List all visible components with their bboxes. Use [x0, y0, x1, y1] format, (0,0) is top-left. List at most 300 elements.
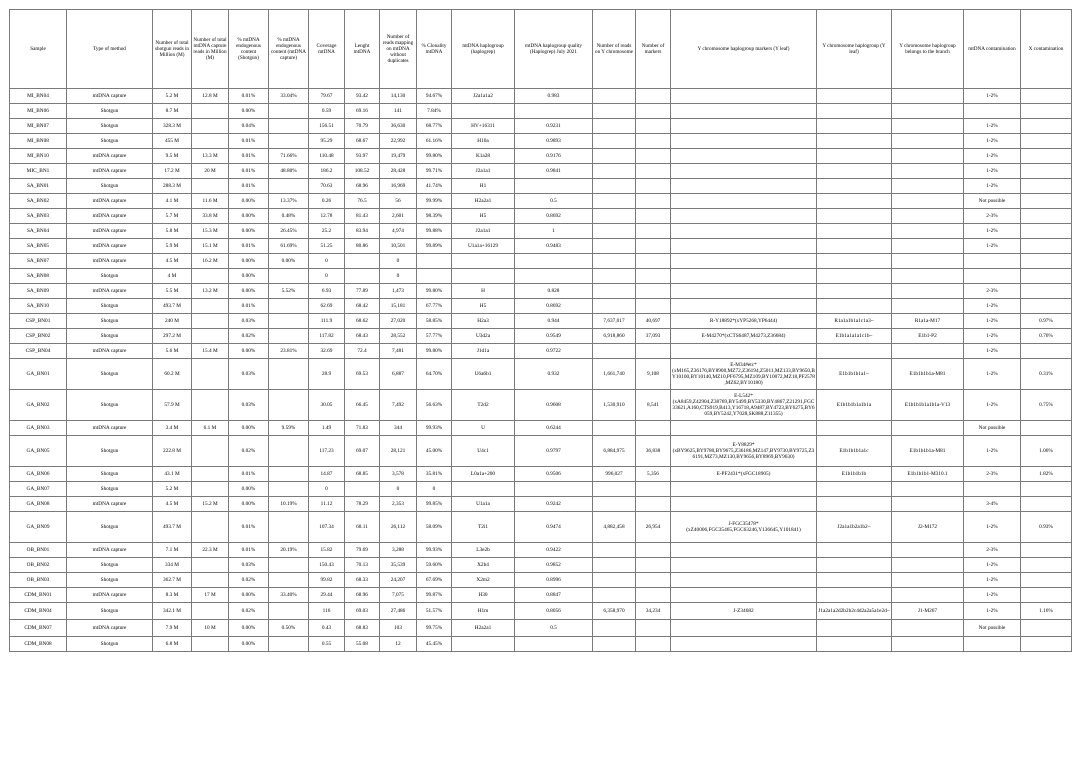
table-cell [817, 209, 892, 224]
table-cell: 1-2% [964, 390, 1021, 421]
table-cell [269, 314, 309, 329]
table-cell: 1-2% [964, 299, 1021, 314]
table-cell: 68.96 [345, 179, 380, 194]
column-header: Y chromosome haplogroup belongs to the branch [892, 10, 964, 89]
table-cell: 1-2% [964, 573, 1021, 588]
table-cell: 5,356 [636, 467, 671, 482]
table-cell [636, 299, 671, 314]
table-cell: GA_BN06 [10, 467, 67, 482]
table-cell [671, 482, 817, 497]
table-cell: 7.84% [417, 104, 452, 119]
table-cell [817, 284, 892, 299]
table-cell: 68.67 [345, 134, 380, 149]
table-cell [636, 104, 671, 119]
table-cell: Shotgun [67, 467, 153, 482]
table-cell: 13.2 M [192, 284, 229, 299]
table-cell: 61.16% [417, 134, 452, 149]
table-cell [671, 239, 817, 254]
table-cell: 33.04% [269, 89, 309, 104]
table-cell [192, 104, 229, 119]
table-cell [892, 269, 964, 284]
table-cell: 5.8 M [153, 224, 192, 239]
table-cell: mtDNA capture [67, 344, 153, 359]
table-row [10, 467, 1072, 482]
table-cell: E-PF2431*(xFGC18905) [671, 467, 817, 482]
table-cell [1021, 224, 1072, 239]
table-cell [817, 239, 892, 254]
table-cell: 0.02% [229, 436, 269, 467]
table-cell [593, 269, 636, 284]
table-cell: 2,601 [380, 209, 417, 224]
table-cell [636, 239, 671, 254]
table-cell: GA_BN03 [10, 421, 67, 436]
table-cell: 57.9 M [153, 390, 192, 421]
table-cell: H5 [452, 299, 515, 314]
table-cell [671, 558, 817, 573]
table-cell: 0.00% [229, 497, 269, 512]
table-cell [636, 224, 671, 239]
table-cell: SA_BN02 [10, 194, 67, 209]
table-cell [1021, 254, 1072, 269]
table-cell [636, 179, 671, 194]
table-cell [515, 104, 593, 119]
table-row [10, 269, 1072, 284]
table-cell [593, 421, 636, 436]
table-cell: U [452, 421, 515, 436]
table-cell: 10,501 [380, 239, 417, 254]
table-cell: 28,552 [380, 329, 417, 344]
table-cell: 14.87 [309, 467, 345, 482]
table-cell: E1b1b1b1a1c [817, 436, 892, 467]
table-cell: 1-2% [964, 558, 1021, 573]
table-cell: 0.9242 [515, 497, 593, 512]
table-cell: 7,481 [380, 344, 417, 359]
table-cell: 27,020 [380, 314, 417, 329]
table-cell [1021, 421, 1072, 436]
table-cell: 2,353 [380, 497, 417, 512]
table-cell [192, 512, 229, 543]
table-cell: 0.9231 [515, 119, 593, 134]
table-cell [1021, 104, 1072, 119]
table-cell [817, 89, 892, 104]
table-cell [452, 104, 515, 119]
table-cell [892, 299, 964, 314]
table-cell [671, 620, 817, 637]
column-header: Sample [10, 10, 67, 89]
table-cell: SA_BN01 [10, 179, 67, 194]
table-cell: 0.00% [229, 209, 269, 224]
table-cell [515, 269, 593, 284]
table-cell: J1a2a1a2d2b2b2c4d2a2a5a1e2d~ [817, 603, 892, 620]
table-cell [1021, 209, 1072, 224]
table-cell: 0.01% [229, 89, 269, 104]
table-cell: 66.45 [345, 390, 380, 421]
table-cell: 99.80% [417, 149, 452, 164]
table-row [10, 194, 1072, 209]
table-cell [269, 390, 309, 421]
table-cell: 67.69% [417, 573, 452, 588]
table-row [10, 284, 1072, 299]
column-header: % mtDNA endogenous content (Shotgun) [229, 10, 269, 89]
table-cell: E-M4270*(xCTS6487,M4273,Z36684) [671, 329, 817, 344]
table-cell: CDM_BN08 [10, 637, 67, 652]
table-cell: 99.89% [417, 239, 452, 254]
column-header: Type of method [67, 10, 153, 89]
table-cell: 6.1 M [192, 421, 229, 436]
table-cell: H1 [452, 179, 515, 194]
table-row [10, 421, 1072, 436]
table-cell [671, 588, 817, 603]
table-cell: 455 M [153, 134, 192, 149]
table-cell: 0 [309, 254, 345, 269]
table-cell: J1-M267 [892, 603, 964, 620]
table-cell [817, 164, 892, 179]
table-cell: Shotgun [67, 269, 153, 284]
table-cell: 0.02% [229, 603, 269, 620]
table-cell [192, 314, 229, 329]
table-cell: 1.49 [309, 421, 345, 436]
table-cell: MI_BN07 [10, 119, 67, 134]
table-cell: L0a1a+200 [452, 467, 515, 482]
table-cell: 8.7 M [153, 104, 192, 119]
table-cell [636, 588, 671, 603]
table-cell: 57.77% [417, 329, 452, 344]
table-cell [192, 269, 229, 284]
table-cell: 10 M [192, 620, 229, 637]
table-cell [1021, 637, 1072, 652]
table-cell: E-Y8829*(xBY9625,BY9780,BY9675,Z36186,MZ147,BY9730,BY9725,Z36191,MZ73,MZ130,BY9656,BY8969,BY9630) [671, 436, 817, 467]
table-cell [671, 254, 817, 269]
table-cell: E1b1b1b1a-M81 [892, 359, 964, 390]
table-row [10, 359, 1072, 390]
table-cell: 996,027 [593, 467, 636, 482]
table-cell [964, 104, 1021, 119]
table-cell: 0.8692 [515, 299, 593, 314]
table-cell: CSP_BN02 [10, 329, 67, 344]
table-cell: 342.1 M [153, 603, 192, 620]
table-cell: L3e2b [452, 543, 515, 558]
table-cell: 35.81% [417, 467, 452, 482]
table-cell: 2-3% [964, 543, 1021, 558]
table-cell: 9.59% [269, 421, 309, 436]
column-header: Number of reads on Y chromosome [593, 10, 636, 89]
table-cell: 1-2% [964, 149, 1021, 164]
table-cell [593, 89, 636, 104]
table-cell: 70.79 [345, 119, 380, 134]
table-cell: 40,697 [636, 314, 671, 329]
table-cell: 4,974 [380, 224, 417, 239]
table-cell: 0.9422 [515, 543, 593, 558]
table-cell: 1-2% [964, 179, 1021, 194]
table-row [10, 149, 1072, 164]
table-cell: 36,630 [380, 119, 417, 134]
table-cell: 108.52 [345, 164, 380, 179]
table-cell: 62.69 [309, 299, 345, 314]
table-cell [671, 299, 817, 314]
column-header: Number of markers [636, 10, 671, 89]
table-cell: 0 [380, 482, 417, 497]
table-cell [593, 104, 636, 119]
table-cell [817, 119, 892, 134]
table-cell: Shotgun [67, 119, 153, 134]
table-cell [817, 269, 892, 284]
table-cell: 77.89 [345, 284, 380, 299]
table-cell: H2a2a1 [452, 194, 515, 209]
table-cell: 0.9852 [515, 558, 593, 573]
table-cell [192, 436, 229, 467]
table-cell: 8.3 M [153, 588, 192, 603]
table-cell [417, 254, 452, 269]
table-cell: 9,108 [636, 359, 671, 390]
table-row [10, 104, 1072, 119]
table-cell: 0.59 [309, 104, 345, 119]
table-cell: Shotgun [67, 390, 153, 421]
table-cell: Shotgun [67, 104, 153, 119]
table-cell [1021, 179, 1072, 194]
table-cell: 1-2% [964, 89, 1021, 104]
table-cell: H5 [452, 209, 515, 224]
table-cell: 0.00% [229, 254, 269, 269]
table-cell [817, 588, 892, 603]
table-cell: 0 [380, 269, 417, 284]
table-cell: 6,918,860 [593, 329, 636, 344]
table-row [10, 89, 1072, 104]
table-cell: 1.06% [1021, 436, 1072, 467]
table-cell [892, 497, 964, 512]
table-cell: mtDNA capture [67, 209, 153, 224]
table-cell: SA_BN09 [10, 284, 67, 299]
table-cell: 5.2 M [153, 482, 192, 497]
table-cell: 0.01% [229, 299, 269, 314]
table-cell: E1b1b1b1a1~ [817, 359, 892, 390]
table-cell: 30.05 [309, 390, 345, 421]
table-cell: 27,486 [380, 603, 417, 620]
table-cell: 1-2% [964, 588, 1021, 603]
table-cell [269, 269, 309, 284]
column-header: X contamination [1021, 10, 1072, 89]
table-cell: 297.2 M [153, 329, 192, 344]
table-cell [345, 269, 380, 284]
table-cell: SA_BN04 [10, 224, 67, 239]
table-cell [892, 164, 964, 179]
table-cell: 26,954 [636, 512, 671, 543]
table-cell: 5.7 M [153, 209, 192, 224]
table-cell: E-M34#etc*(xM165,Z36176,BY8900,MZ72,Z36194,Z5011,MZ133,BY9650,BY10100,BY10140,MZ10,PF6795,MZ109,BY10072,MZ18,PF2578,MZ62,BY10180) [671, 359, 817, 390]
table-cell: E1b1b1b1a-M81 [892, 436, 964, 467]
table-cell [892, 588, 964, 603]
table-cell: mtDNA capture [67, 620, 153, 637]
table-cell: GA_BN05 [10, 436, 67, 467]
table-cell: 15.4 M [192, 344, 229, 359]
table-cell: Shotgun [67, 329, 153, 344]
table-cell: 2-3% [964, 467, 1021, 482]
table-row [10, 497, 1072, 512]
table-cell: 68.85 [345, 467, 380, 482]
table-cell [593, 284, 636, 299]
table-cell: 0.8996 [515, 573, 593, 588]
table-cell [817, 299, 892, 314]
table-cell [593, 588, 636, 603]
table-cell [515, 637, 593, 652]
table-cell: 79.69 [345, 543, 380, 558]
table-cell: 33.8 M [192, 209, 229, 224]
table-cell [671, 497, 817, 512]
table-cell: GA_BN07 [10, 482, 67, 497]
table-cell: 3.4 M [153, 421, 192, 436]
table-cell: 0 [309, 269, 345, 284]
table-cell: 56.63% [417, 390, 452, 421]
table-cell: SA_BN08 [10, 269, 67, 284]
column-header: mtDNA haplogroup (haplogrep) [452, 10, 515, 89]
table-cell: 33.40% [269, 588, 309, 603]
table-cell: 0 [417, 482, 452, 497]
table-cell: Shotgun [67, 134, 153, 149]
table-cell: 7.9 M [153, 620, 192, 637]
table-cell [671, 179, 817, 194]
table-cell [593, 543, 636, 558]
table-cell: MI_BN08 [10, 134, 67, 149]
table-cell: MI_BN06 [10, 104, 67, 119]
table-cell: 5.5 M [153, 284, 192, 299]
table-cell [964, 637, 1021, 652]
table-cell [593, 497, 636, 512]
table-cell: 2-3% [964, 284, 1021, 299]
table-row [10, 224, 1072, 239]
table-cell: 28.9 [309, 359, 345, 390]
table-cell [1021, 558, 1072, 573]
table-cell: MIC_BN1 [10, 164, 67, 179]
table-cell: mtDNA capture [67, 89, 153, 104]
table-cell: 1-2% [964, 603, 1021, 620]
table-cell [636, 421, 671, 436]
table-cell: 0.5 [515, 620, 593, 637]
table-cell: 0.9176 [515, 149, 593, 164]
table-cell: Not possible [964, 421, 1021, 436]
table-cell: H [452, 284, 515, 299]
table-cell: 19,479 [380, 149, 417, 164]
table-cell: Shotgun [67, 558, 153, 573]
table-cell: 22.3 M [192, 543, 229, 558]
table-cell: 99.87% [417, 588, 452, 603]
table-cell: 61.69% [269, 239, 309, 254]
table-cell [593, 620, 636, 637]
table-cell: 4 M [153, 269, 192, 284]
table-cell [892, 620, 964, 637]
table-cell [593, 134, 636, 149]
table-cell: 117.23 [309, 436, 345, 467]
table-cell: 71.83 [345, 421, 380, 436]
table-cell: 16,969 [380, 179, 417, 194]
table-cell [636, 637, 671, 652]
table-cell: 0.03% [229, 314, 269, 329]
column-header: % mtDNA endogenous content (mtDNA capture) [269, 10, 309, 89]
table-cell [593, 558, 636, 573]
table-cell [964, 254, 1021, 269]
table-cell: 12 [380, 637, 417, 652]
table-cell: 0.01% [229, 149, 269, 164]
table-cell: 51.25 [309, 239, 345, 254]
table-cell: Shotgun [67, 179, 153, 194]
table-cell: 28,121 [380, 436, 417, 467]
table-cell: E1b1b1b1-M310.1 [892, 467, 964, 482]
table-cell [192, 299, 229, 314]
table-cell [269, 134, 309, 149]
table-cell [671, 194, 817, 209]
table-cell [817, 149, 892, 164]
table-cell: 0.76% [1021, 329, 1072, 344]
table-cell [345, 254, 380, 269]
table-cell [817, 482, 892, 497]
table-cell: 83.94 [345, 224, 380, 239]
table-cell: 103 [380, 620, 417, 637]
table-cell [892, 637, 964, 652]
table-cell: E1b1b1b1a1b1a-V13 [892, 390, 964, 421]
table-row [10, 390, 1072, 421]
table-cell [671, 89, 817, 104]
table-cell: 0.5 [515, 194, 593, 209]
table-cell [192, 637, 229, 652]
column-header: Number of total mtDNA capture reads in Million (M) [192, 10, 229, 89]
table-cell: 58.85% [417, 314, 452, 329]
table-cell: 59.60% [417, 558, 452, 573]
table-cell: 68.77% [417, 119, 452, 134]
table-cell [892, 421, 964, 436]
table-row [10, 512, 1072, 543]
table-cell: H2a2a1 [452, 620, 515, 637]
table-cell: U1a1a [452, 497, 515, 512]
header-row [10, 10, 1072, 89]
table-cell: 15.3 M [192, 224, 229, 239]
table-cell: mtDNA capture [67, 421, 153, 436]
table-cell: GA_BN02 [10, 390, 67, 421]
table-cell: 80.86 [345, 239, 380, 254]
table-cell: 11.6 M [192, 194, 229, 209]
table-cell [452, 482, 515, 497]
table-cell [192, 558, 229, 573]
table-cell: H30 [452, 588, 515, 603]
table-cell [671, 573, 817, 588]
table-cell: 68.33 [345, 573, 380, 588]
table-cell: 34,234 [636, 603, 671, 620]
table-cell: GA_BN08 [10, 497, 67, 512]
table-cell: 99.71% [417, 164, 452, 179]
table-cell [269, 573, 309, 588]
table-cell [452, 269, 515, 284]
table-cell: 6,887 [380, 359, 417, 390]
table-cell [192, 134, 229, 149]
table-cell [671, 209, 817, 224]
table-cell [269, 436, 309, 467]
table-cell: 0.6244 [515, 421, 593, 436]
table-cell [636, 254, 671, 269]
table-cell: 0.8692 [515, 209, 593, 224]
table-cell [1021, 344, 1072, 359]
table-cell [636, 269, 671, 284]
table-cell [671, 543, 817, 558]
table-cell: Not possible [964, 620, 1021, 637]
table-cell: 14,130 [380, 89, 417, 104]
table-cell [671, 224, 817, 239]
table-cell: 362.7 M [153, 573, 192, 588]
table-cell: 7,075 [380, 588, 417, 603]
table-cell: 0.03% [229, 390, 269, 421]
table-cell: 99.99% [417, 194, 452, 209]
table-cell: Not possible [964, 194, 1021, 209]
table-cell: R1a1a1b1a1c1a3~ [817, 314, 892, 329]
table-cell [671, 164, 817, 179]
table-cell: 0.03% [229, 558, 269, 573]
table-cell: 26.45% [269, 224, 309, 239]
